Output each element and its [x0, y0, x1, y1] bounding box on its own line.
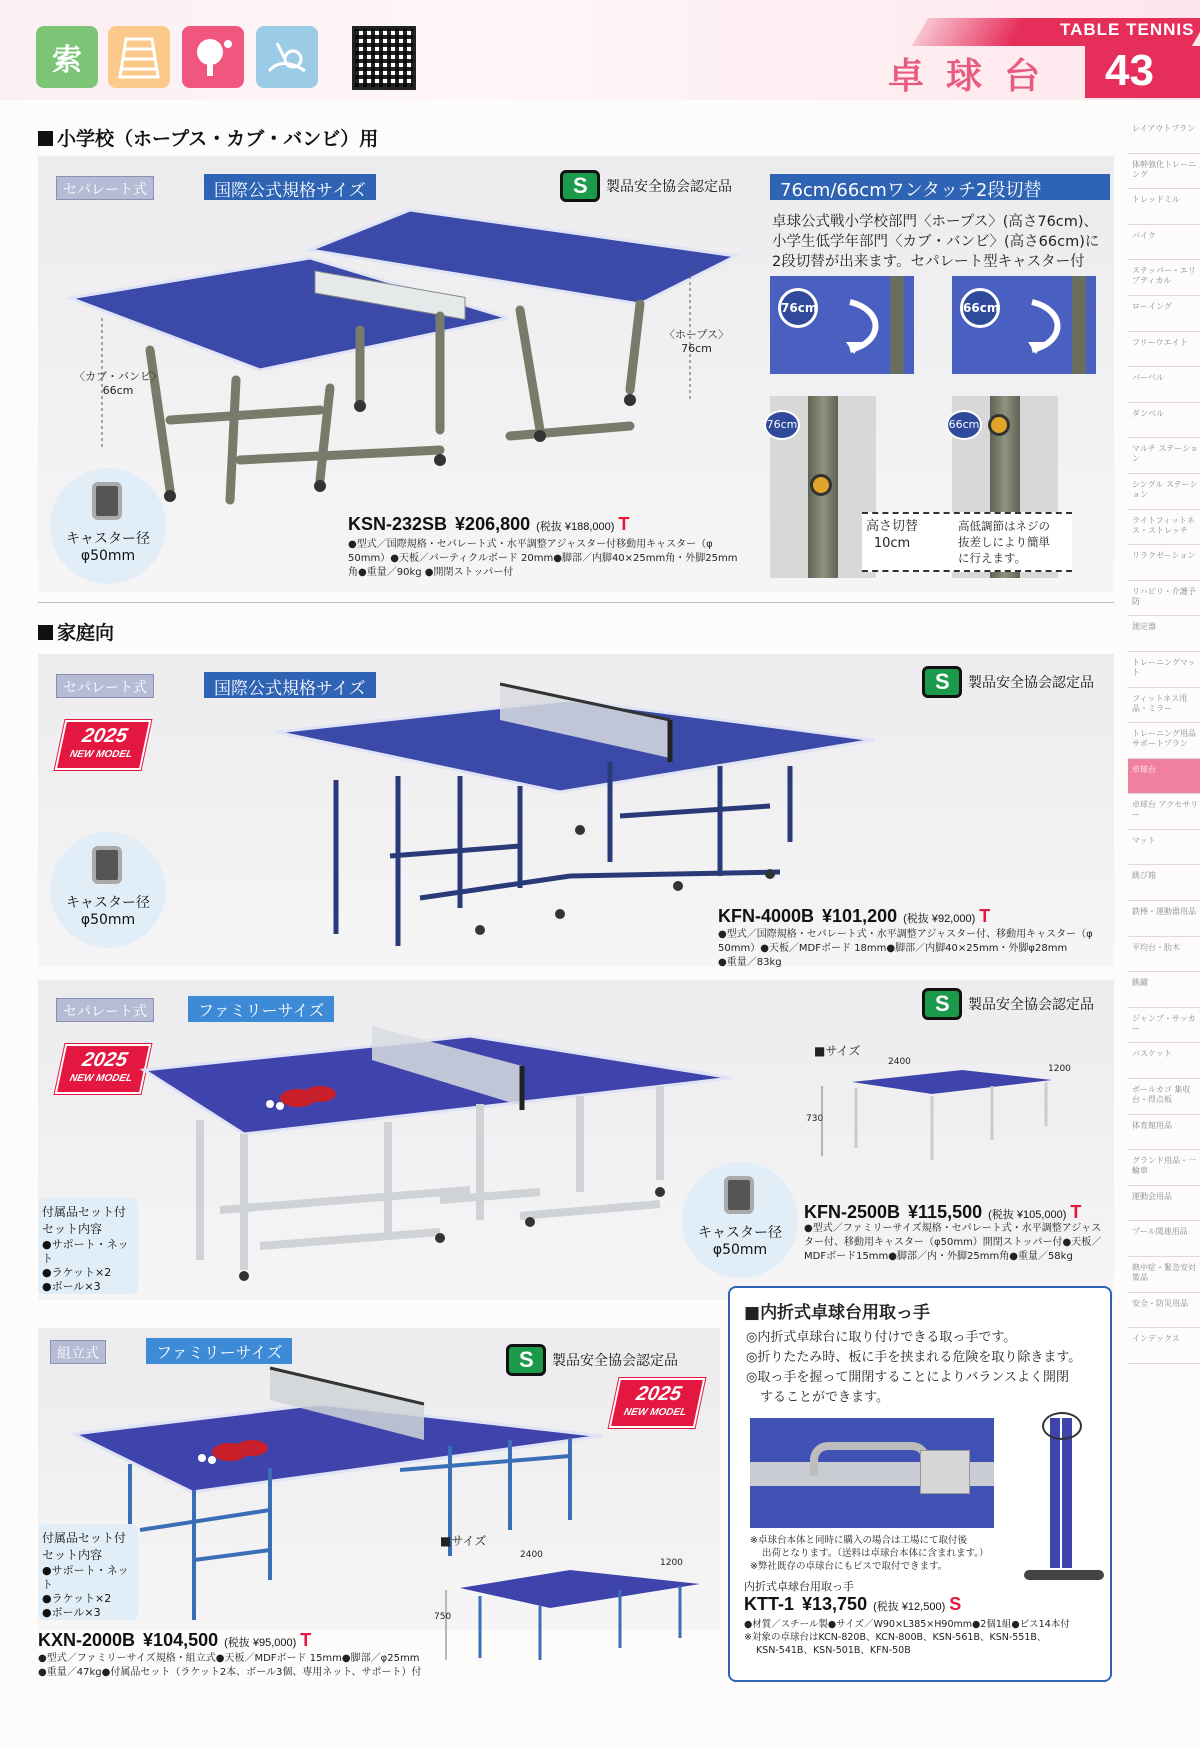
vaulting-box-icon[interactable]: [108, 26, 170, 88]
size-depth-value: 1200: [660, 1558, 683, 1568]
separate-type-tag: セパレート式: [56, 998, 154, 1022]
sport-label: TABLE TENNIS: [1060, 20, 1195, 39]
sidenav-item[interactable]: 卓球台: [1128, 759, 1200, 795]
sidenav-item[interactable]: 体幹強化トレーニング: [1128, 154, 1200, 190]
leg-pipe: [1072, 276, 1086, 374]
height-switch-description: 卓球公式戦小学校部門〈ホープス〉(高さ76cm)、 小学生低学年部門〈カブ・バンビ〉(高さ66cm)に 2段切替が出来ます。セパレート型キャスター付: [772, 214, 1100, 270]
size-height-value: 730: [806, 1114, 824, 1124]
rotate-arrow-icon: [844, 296, 884, 356]
height-switch-title: 76cm/66cmワンタッチ2段切替: [770, 174, 1110, 200]
base: [1024, 1570, 1104, 1580]
official-size-tag: 国際公式規格サイズ: [204, 174, 376, 200]
sidenav-item[interactable]: リラクゼーション: [1128, 545, 1200, 581]
knob-icon: [988, 414, 1010, 436]
sidenav-item[interactable]: マルチ ステーション: [1128, 438, 1200, 474]
tax-excluded-price: (税抜 ¥95,000): [224, 1637, 297, 1649]
sidenav-item[interactable]: トレッドミル: [1128, 189, 1200, 225]
sidenav-item[interactable]: トレーニングマット: [1128, 652, 1200, 688]
ksn-232sb-table-image: [60, 200, 740, 520]
sg-mark-icon: [560, 170, 600, 202]
sidenav-item[interactable]: ジャンプ・サッカー: [1128, 1008, 1200, 1044]
sidenav-item[interactable]: 熱中症・緊急安対策品: [1128, 1257, 1200, 1293]
kfn-2500b-price-line: [804, 1202, 1081, 1223]
size-label: ■サイズ: [440, 1534, 487, 1548]
caster-callout: キャスター径 φ50mm: [682, 1162, 798, 1278]
handle-product-box: [728, 1286, 1112, 1682]
shipping-code: T: [1070, 1202, 1082, 1222]
sidenav-item[interactable]: 安全・防災用品: [1128, 1293, 1200, 1329]
shipping-code: T: [618, 514, 630, 534]
kfn-2500b-size-diagram: [812, 1056, 1072, 1176]
price: ¥206,800: [455, 514, 531, 534]
sidenav-item[interactable]: レイアウトプラン: [1128, 118, 1200, 154]
sidenav-item[interactable]: トレーニング用品 サポートプラン: [1128, 723, 1200, 759]
rotate-arrow-icon: [1026, 296, 1066, 356]
size-height-value: 750: [434, 1612, 452, 1622]
model-number: KTT-1: [744, 1594, 795, 1614]
caster-callout: キャスター径 φ50mm: [50, 468, 166, 584]
folded-table-diagram: [1010, 1408, 1106, 1588]
sidenav-item[interactable]: ダンベル: [1128, 403, 1200, 439]
ksn-232sb-price-line: [348, 514, 629, 535]
zoom-circle-icon: [1042, 1412, 1082, 1440]
handle-icon: [810, 1442, 930, 1476]
assembly-type-tag: 組立式: [50, 1340, 106, 1364]
sidenav-item[interactable]: グランド用品・一輪車: [1128, 1150, 1200, 1186]
official-size-tag: 国際公式規格サイズ: [204, 672, 376, 698]
hopes-height-label: 〈ホープス〉 76cm: [664, 328, 730, 355]
safety-cert-badge: S 製品安全協会認定品: [922, 988, 1094, 1020]
sidenav-item[interactable]: ローイング: [1128, 296, 1200, 332]
price: ¥104,500: [143, 1630, 219, 1650]
sg-mark-icon: [922, 666, 962, 698]
caster-wheel-icon: [92, 482, 122, 520]
leg-pipe: [890, 276, 904, 374]
tax-excluded-price: (税抜 ¥92,000): [903, 913, 976, 925]
sidenav-item[interactable]: 運動会用品: [1128, 1186, 1200, 1222]
category-side-nav: [1128, 118, 1200, 1364]
leg-66-badge: 66cm: [946, 410, 982, 440]
ksn-232sb-spec: ●型式／国際規格・セパレート式・水平調整アジャスター付移動用キャスター（φ 50mm）●天板／パーティクルボード 20mm●脚部／内脚40×25mm角・外脚25mm 角●重量／90kg ●開閉ストッパー付: [348, 539, 738, 578]
new-model-badge: 2025 NEW MODEL: [55, 1044, 152, 1094]
sidenav-item[interactable]: フィットネス用品・ミラー: [1128, 688, 1200, 724]
handle-product-name: 内折式卓球台用取っ手: [744, 1580, 854, 1593]
kxn-2000b-price-line: [38, 1630, 311, 1651]
sidenav-item[interactable]: ボールカゴ 集収台・得点板: [1128, 1079, 1200, 1115]
safety-cert-badge: S 製品安全協会認定品: [506, 1344, 678, 1376]
shipping-code: T: [300, 1630, 312, 1650]
size-depth-value: 1200: [1048, 1064, 1071, 1074]
height-66-badge: 66cm: [960, 288, 1000, 328]
kxn-2000b-spec: ●型式／ファミリーサイズ規格・組立式●天板／MDFボード 15mm●脚部／φ25mm ●重量／47kg●付属品セット（ラケット2本、ボール3個、専用ネット、サポート）付: [38, 1653, 422, 1678]
shipping-code: T: [979, 906, 991, 926]
family-size-tag: ファミリーサイズ: [146, 1338, 292, 1364]
separate-type-label: セパレート式: [63, 182, 147, 198]
handle-box-title: ■内折式卓球台用取っ手: [744, 1303, 931, 1323]
index-icon[interactable]: 索: [36, 26, 98, 88]
folded-half: [1050, 1418, 1060, 1568]
new-model-badge: 2025 NEW MODEL: [55, 720, 152, 770]
sidenav-item[interactable]: バイク: [1128, 225, 1200, 261]
adjust-note: 高低調節はネジの 抜差しにより簡単 に行えます。: [958, 519, 1050, 565]
sidenav-item[interactable]: 卓球台 アクセサリー: [1128, 794, 1200, 830]
height-switch-note: [862, 512, 1072, 572]
sidenav-item[interactable]: 体育館用品: [1128, 1115, 1200, 1151]
handle-photo: [750, 1418, 994, 1528]
sidenav-item[interactable]: フリーウエイト: [1128, 332, 1200, 368]
caster-callout: キャスター径 φ50mm: [50, 832, 166, 948]
ktt-1-price-line: [744, 1594, 961, 1615]
model-number: KFN-2500B: [804, 1202, 901, 1222]
leg-76-badge: 76cm: [764, 410, 800, 440]
tax-excluded-price: (税抜 ¥12,500): [873, 1601, 946, 1613]
sidenav-item[interactable]: 跳躍: [1128, 972, 1200, 1008]
section-divider: [38, 602, 1114, 603]
sidenav-item[interactable]: ステッパー・エリプティカル: [1128, 260, 1200, 296]
caster-wheel-icon: [724, 1176, 754, 1214]
page-header: [0, 0, 1200, 100]
safety-cert-badge: S 製品安全協会認定品: [560, 170, 732, 202]
tax-excluded-price: (税抜 ¥188,000): [536, 521, 615, 533]
sidenav-item[interactable]: プール関連用品: [1128, 1221, 1200, 1257]
kfn-2500b-table-image: [140, 1000, 740, 1300]
qr-code[interactable]: [352, 26, 416, 90]
sidenav-item[interactable]: シングル ステーション: [1128, 474, 1200, 510]
sg-mark-icon: [922, 988, 962, 1020]
kfn-4000b-spec: ●型式／国際規格・セパレート式・水平調整アジャスター付、移動用キャスター（φ 50mm）●天板／MDFボード 18mm●脚部／内脚40×25mm・外脚φ28mm ●重量／83kg: [718, 929, 1093, 968]
tax-excluded-price: (税抜 ¥105,000): [988, 1209, 1067, 1221]
leg-76-photo: [766, 396, 876, 578]
fitness-bike-icon[interactable]: [256, 26, 318, 88]
knob-icon: [810, 474, 832, 496]
height-76-photo: [770, 276, 914, 374]
price: ¥13,750: [802, 1594, 868, 1614]
sidenav-item[interactable]: マット: [1128, 830, 1200, 866]
model-number: KSN-232SB: [348, 514, 448, 534]
mount-plate: [920, 1450, 970, 1494]
section-heading-school: 小学校（ホープス・カブ・バンビ）用: [38, 124, 378, 151]
model-number: KFN-4000B: [718, 906, 815, 926]
folded-half: [1062, 1418, 1072, 1568]
sidenav-item[interactable]: ライトフィットネス・ストレッチ: [1128, 510, 1200, 546]
sidenav-item[interactable]: 測定器: [1128, 616, 1200, 652]
height-switch-amount: 高さ切替 10cm: [866, 519, 919, 551]
page-number: 43: [1105, 46, 1154, 95]
height-66-photo: [952, 276, 1096, 374]
price: ¥115,500: [908, 1202, 983, 1222]
model-number: KXN-2000B: [38, 1630, 136, 1650]
ktt-1-spec: ●材質／スチール製●サイズ／W90×L385×H90mm●2個1組●ビス14本付 ※対象の卓球台はKCN-820B、KCN-800B、KSN-561B、KSN-551B、 KSN-541B、KSN-501B、KFN-50B: [744, 1619, 1070, 1656]
sidenav-item[interactable]: リハビリ・介護予防: [1128, 581, 1200, 617]
separate-type-tag: セパレート式: [56, 674, 154, 698]
shipping-code: S: [949, 1594, 962, 1614]
price: ¥101,200: [822, 906, 898, 926]
kfn-4000b-price-line: [718, 906, 990, 927]
cub-height-label: 〈カブ・バンビ〉 66cm: [74, 370, 162, 397]
kfn-2500b-spec: ●型式／ファミリーサイズ規格・セパレート式・水平調整アジャス ター付、移動用キャスター（φ50mm）開閉ストッパー付●天板／ MDFボード15mm●脚部／内・外脚25mm角●重量／58kg: [804, 1223, 1102, 1262]
sidenav-item[interactable]: バスケット: [1128, 1043, 1200, 1079]
safety-cert-badge: S 製品安全協会認定品: [922, 666, 1094, 698]
sidenav-item[interactable]: バーベル: [1128, 367, 1200, 403]
new-model-badge: 2025 NEW MODEL: [609, 1378, 706, 1428]
sidenav-item[interactable]: 鉄棒・運動器用品: [1128, 901, 1200, 937]
family-size-tag: ファミリーサイズ: [188, 996, 334, 1022]
page-title: 卓球台: [888, 56, 1063, 97]
accessory-set-box: 付属品セット付 セット内容 ●サポート・ネット ●ラケット×2 ●ボール×3: [38, 1524, 138, 1620]
accessory-set-box: 付属品セット付 セット内容 ●サポート・ネット ●ラケット×2 ●ボール×3: [38, 1198, 138, 1294]
size-width-value: 2400: [520, 1550, 543, 1560]
sidenav-item[interactable]: インデックス: [1128, 1328, 1200, 1364]
caster-wheel-icon: [92, 846, 122, 884]
section-heading-home: 家庭向: [38, 618, 114, 645]
size-label: ■サイズ: [814, 1044, 861, 1058]
height-76-badge: 76cm: [778, 288, 818, 328]
separate-type-tag: [56, 176, 154, 200]
handle-features: ◎内折式卓球台に取り付けできる取っ手です。 ◎折りたたみ時、板に手を挟まれる危険を取り除きます。 ◎取っ手を握って開閉することによりバランスよく開閉 することができます。: [746, 1330, 1082, 1405]
sidenav-item[interactable]: 平均台・肋木: [1128, 937, 1200, 973]
size-width-value: 2400: [888, 1057, 911, 1067]
sidenav-item[interactable]: 跳び箱: [1128, 865, 1200, 901]
table-tennis-icon[interactable]: [182, 26, 244, 88]
handle-notes: ※卓球台本体と同時に購入の場合は工場にて取付後 出荷となります。（送料は卓球台本体に含まれます。） ※弊社既存の卓球台にもビスで取付できます。: [750, 1535, 989, 1572]
